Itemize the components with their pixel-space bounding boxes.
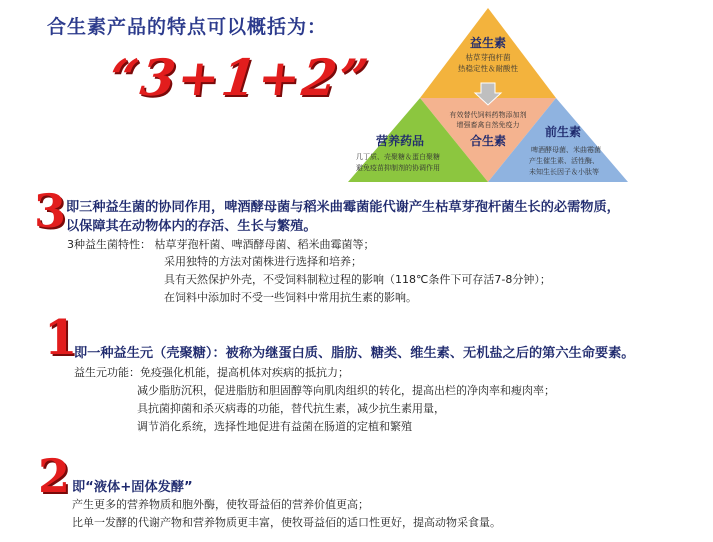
- pyramid-center-title: 合生素: [469, 134, 507, 148]
- pyramid-left-title: 营养药品: [375, 134, 425, 148]
- pyramid-diagram: [338, 5, 638, 185]
- section1-text-line2: 采用独特的方法对菌株进行选择和培养；: [164, 255, 362, 268]
- pyramid-top-title: 益生素: [469, 36, 507, 50]
- section-number-1: 1: [44, 310, 78, 366]
- section-number-3: 3: [34, 184, 67, 238]
- pyramid-left-line2: 避免疫苗抑制剂的协调作用: [356, 164, 440, 172]
- pyramid-left-line1: 几丁质、壳聚糖＆蛋白聚糖: [356, 153, 440, 161]
- pyramid-top-line2: 热稳定性＆耐酸性: [458, 64, 518, 73]
- pyramid-top-line1: 枯草芽孢杆菌: [465, 53, 511, 62]
- section1-heading-line1: 即三种益生菌的协同作用，啤酒酵母菌与稻米曲霉菌能代谢产生枯草芽孢杆菌生长的必需物质，: [66, 200, 620, 215]
- pyramid-right-line2: 产生催生素、活性酶、: [529, 157, 599, 165]
- section2-heading: 即一种益生元（壳聚糖）：被称为继蛋白质、脂肪、糖类、维生素、无机盐之后的第六生命要素。: [74, 346, 635, 361]
- pyramid-center-line1: 有效替代饲料药物添加剂: [449, 111, 527, 119]
- pyramid-right-line1: 啤酒酵母菌、米曲霉菌: [531, 146, 601, 154]
- section3-heading: 即“液体+固体发酵”: [72, 480, 193, 495]
- section3-text-line2: 比单一发酵的代谢产物和营养物质更丰富，使牧哥益佰的适口性更好，提高动物采食量。: [72, 516, 501, 529]
- section3-text-line1: 产生更多的营养物质和胞外酶，使牧哥益佰的营养价值更高；: [72, 498, 369, 511]
- section1-text-line3: 具有天然保护外壳，不受饲料制粒过程的影响（118℃条件下可存活7-8分钟）；: [164, 273, 551, 286]
- pyramid-right-title: 前生素: [544, 125, 582, 139]
- section-number-2: 2: [38, 449, 71, 503]
- formula-banner: “3+1+2”: [106, 48, 373, 107]
- section1-heading-line2: 以保障其在动物体内的存活、生长与繁殖。: [66, 219, 317, 234]
- pyramid-right-line3: 未知生长因子＆小肽等: [529, 168, 599, 176]
- section2-text-line4: 调节消化系统，选择性地促进有益菌在肠道的定植和繁殖: [137, 420, 412, 433]
- section2-text-line2: 减少脂肪沉积，促进脂肪和胆固醇等向肌肉组织的转化，提高出栏的净肉率和瘦肉率；: [137, 384, 555, 397]
- section1-text-line4: 在饲料中添加时不受一些饲料中常用抗生素的影响。: [164, 291, 417, 304]
- page-title: 合生素产品的特点可以概括为：: [47, 16, 328, 38]
- pyramid-center-line2: 增强畜禽自然免疫力: [456, 121, 520, 129]
- section1-text-line1: 3种益生菌特性： 枯草芽孢杆菌、啤酒酵母菌、稻米曲霉菌等；: [67, 238, 375, 251]
- section2-text-line3: 具抗菌抑菌和杀灭病毒的功能，替代抗生素，减少抗生素用量，: [137, 402, 445, 415]
- section2-text-line1: 益生元功能：免疫强化机能，提高机体对疾病的抵抗力；: [74, 366, 349, 379]
